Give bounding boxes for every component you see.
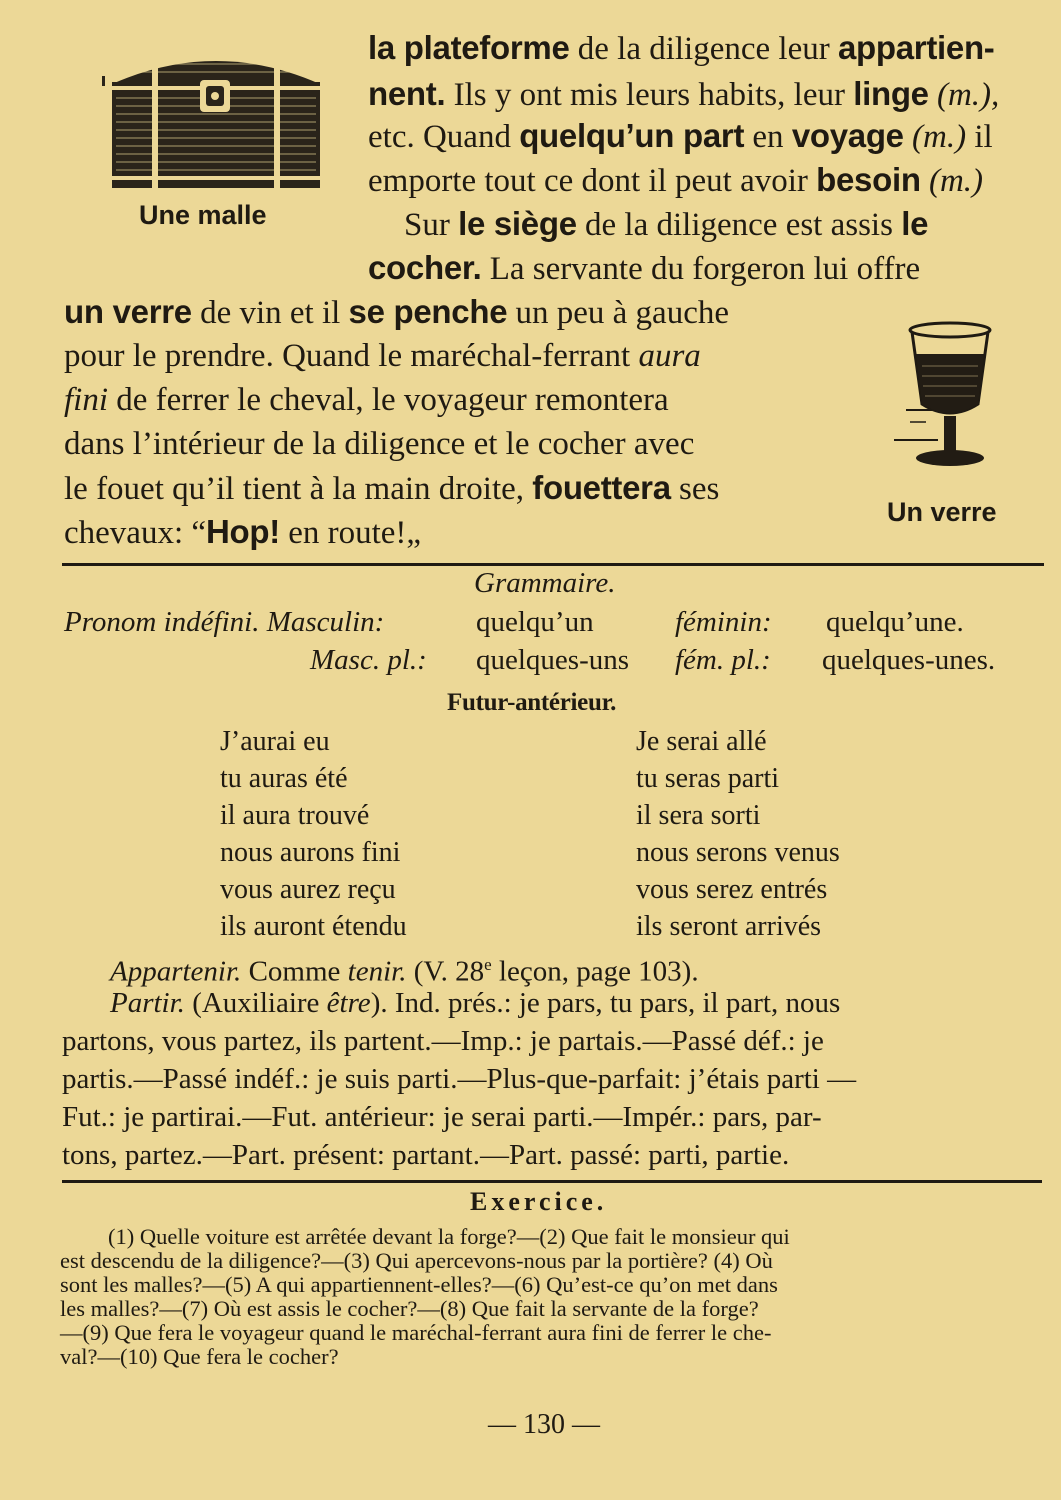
text-line-11 xyxy=(64,468,719,509)
text-run: etc. Quand xyxy=(368,119,520,155)
text-run: de la diligence est assis xyxy=(576,207,902,243)
text-run: La servante du forgeron lui offre xyxy=(481,251,921,287)
text-line-9 xyxy=(64,380,669,420)
wine-glass-illustration xyxy=(892,318,1032,478)
text-run: en xyxy=(744,119,792,155)
bold-term: le siège xyxy=(458,205,577,242)
text-run: (V. 28 xyxy=(406,955,485,988)
bold-term: nent. xyxy=(368,75,446,112)
text-run: Sur xyxy=(404,207,459,243)
verb-name: être xyxy=(326,987,371,1019)
exercise-line: val?—(10) Que fera le cocher? xyxy=(60,1344,339,1369)
conjugation-form: Je serai allé xyxy=(636,726,767,757)
partir-line-4: Fut.: je partirai.—Fut. antérieur: je serai parti.—Impér.: pars, par- xyxy=(62,1101,822,1133)
text-run: ses xyxy=(670,471,720,507)
bold-term: un verre xyxy=(64,293,192,330)
page-number: — 130 — xyxy=(488,1409,600,1440)
text-line-7 xyxy=(64,292,729,333)
text-run: Ils y ont mis leurs habits, leur xyxy=(445,77,854,113)
conjugation-form: vous serez entrés xyxy=(636,874,828,905)
text-run: dans l’intérieur de la diligence et le cocher avec xyxy=(64,426,695,462)
text-line-5 xyxy=(404,204,928,245)
divider xyxy=(62,1180,1042,1183)
pronoun-value: quelqu’un xyxy=(476,606,594,638)
text-line-10 xyxy=(64,424,694,464)
appartenir-note xyxy=(110,948,699,989)
pronoun-label: Pronom indéfini. Masculin: xyxy=(64,606,385,638)
text-line-8 xyxy=(64,336,701,376)
conjugation-form: il aura trouvé xyxy=(220,800,370,831)
trunk-illustration xyxy=(100,40,332,192)
text-run: de la diligence leur xyxy=(569,31,838,67)
glass-caption: Un verre xyxy=(887,497,997,527)
verb-name: Partir. xyxy=(110,987,185,1019)
exercise-line: est descendu de la diligence?—(3) Qui apercevons-nous par la portière? (4) Où xyxy=(60,1248,773,1273)
bold-term: le xyxy=(901,205,929,242)
italic-note: (m.), xyxy=(928,77,1000,113)
bold-term: la plateforme xyxy=(368,29,570,66)
bold-term: fouettera xyxy=(532,469,671,506)
text-line-3 xyxy=(368,116,993,157)
futur-title: Futur-antérieur. xyxy=(447,689,617,716)
bold-term: se penche xyxy=(348,293,508,330)
partir-line-1 xyxy=(110,986,840,1020)
conjugation-form: ils auront étendu xyxy=(220,911,407,942)
conjugation-column-1 xyxy=(220,723,407,945)
conjugation-form: vous aurez reçu xyxy=(220,874,396,905)
text-run: en route!„ xyxy=(279,515,422,551)
text-run: le fouet qu’il tient à la main droite, xyxy=(64,471,533,507)
bold-term: besoin xyxy=(816,161,921,198)
text-run: un peu à gauche xyxy=(507,295,730,331)
text-run: emporte tout ce dont il peut avoir xyxy=(368,163,817,199)
conjugation-form: nous aurons fini xyxy=(220,837,401,868)
bold-term: voyage xyxy=(791,117,904,154)
pronoun-label: Masc. pl.: xyxy=(310,644,427,676)
italic-note: (m.) xyxy=(903,119,967,155)
text-run: de ferrer le cheval, le voyageur remontera xyxy=(108,382,669,418)
text-line-12 xyxy=(64,512,421,553)
grammar-title: Grammaire. xyxy=(474,567,616,599)
text-run: il xyxy=(966,119,993,155)
italic-note: (m.) xyxy=(920,163,984,199)
italic-note: aura xyxy=(638,338,701,374)
text-line-6 xyxy=(368,248,920,289)
pronoun-value: quelqu’une. xyxy=(826,606,964,638)
verb-name: tenir. xyxy=(347,955,407,988)
exercise-line: sont les malles?—(5) A qui appartiennent-elles?—(6) Qu’est-ce qu’on met dans xyxy=(60,1272,778,1297)
partir-line-5: tons, partez.—Part. présent: partant.—Part. passé: parti, partie. xyxy=(62,1139,790,1171)
pronoun-value: quelques-uns xyxy=(476,644,630,676)
text-run: chevaux: “ xyxy=(64,515,207,551)
trunk-caption: Une malle xyxy=(139,200,267,230)
text-run: ). Ind. prés.: je pars, tu pars, il part, nous xyxy=(370,987,841,1019)
text-line-1 xyxy=(368,28,995,69)
conjugation-column-2 xyxy=(636,723,840,945)
conjugation-form: tu auras été xyxy=(220,763,348,794)
text-run: pour le prendre. Quand le maréchal-ferrant xyxy=(64,338,639,374)
text-run: (Auxiliaire xyxy=(184,987,327,1019)
pronoun-label: féminin: xyxy=(675,606,772,638)
text-run: Comme xyxy=(241,955,348,988)
exercise-line: —(9) Que fera le voyageur quand le maréchal-ferrant aura fini de ferrer le che- xyxy=(60,1320,772,1345)
conjugation-form: tu seras parti xyxy=(636,763,780,794)
exercise-line: (1) Quelle voiture est arrêtée devant la forge?—(2) Que fait le monsieur qui xyxy=(108,1224,790,1249)
partir-line-2: partons, vous partez, ils partent.—Imp.: je partais.—Passé déf.: je xyxy=(62,1025,824,1057)
exercise-title: Exercice. xyxy=(470,1187,608,1216)
partir-line-3: partis.—Passé indéf.: je suis parti.—Plus-que-parfait: j’étais parti — xyxy=(62,1063,857,1095)
italic-note: fini xyxy=(64,382,109,418)
text-run: de vin et il xyxy=(191,295,349,331)
bold-term: linge xyxy=(853,75,929,112)
text-line-4 xyxy=(368,160,983,201)
bold-term: cocher. xyxy=(368,249,482,286)
text-run: leçon, page 103). xyxy=(491,955,699,988)
conjugation-form: J’aurai eu xyxy=(220,726,330,757)
pronoun-label: fém. pl.: xyxy=(675,644,771,676)
superscript: e xyxy=(484,955,492,974)
bold-term: Hop! xyxy=(206,513,280,550)
exercise-line: les malles?—(7) Où est assis le cocher?—(8) Que fait la servante de la forge? xyxy=(60,1296,759,1321)
conjugation-form: il sera sorti xyxy=(636,800,761,831)
conjugation-form: ils seront arrivés xyxy=(636,911,822,942)
pronoun-value: quelques-unes. xyxy=(822,644,996,676)
bold-term: quelqu’un part xyxy=(519,117,745,154)
bold-term: appartien- xyxy=(837,29,995,66)
text-line-2 xyxy=(368,74,999,115)
conjugation-form: nous serons venus xyxy=(636,837,840,868)
verb-name: Appartenir. xyxy=(110,955,242,988)
